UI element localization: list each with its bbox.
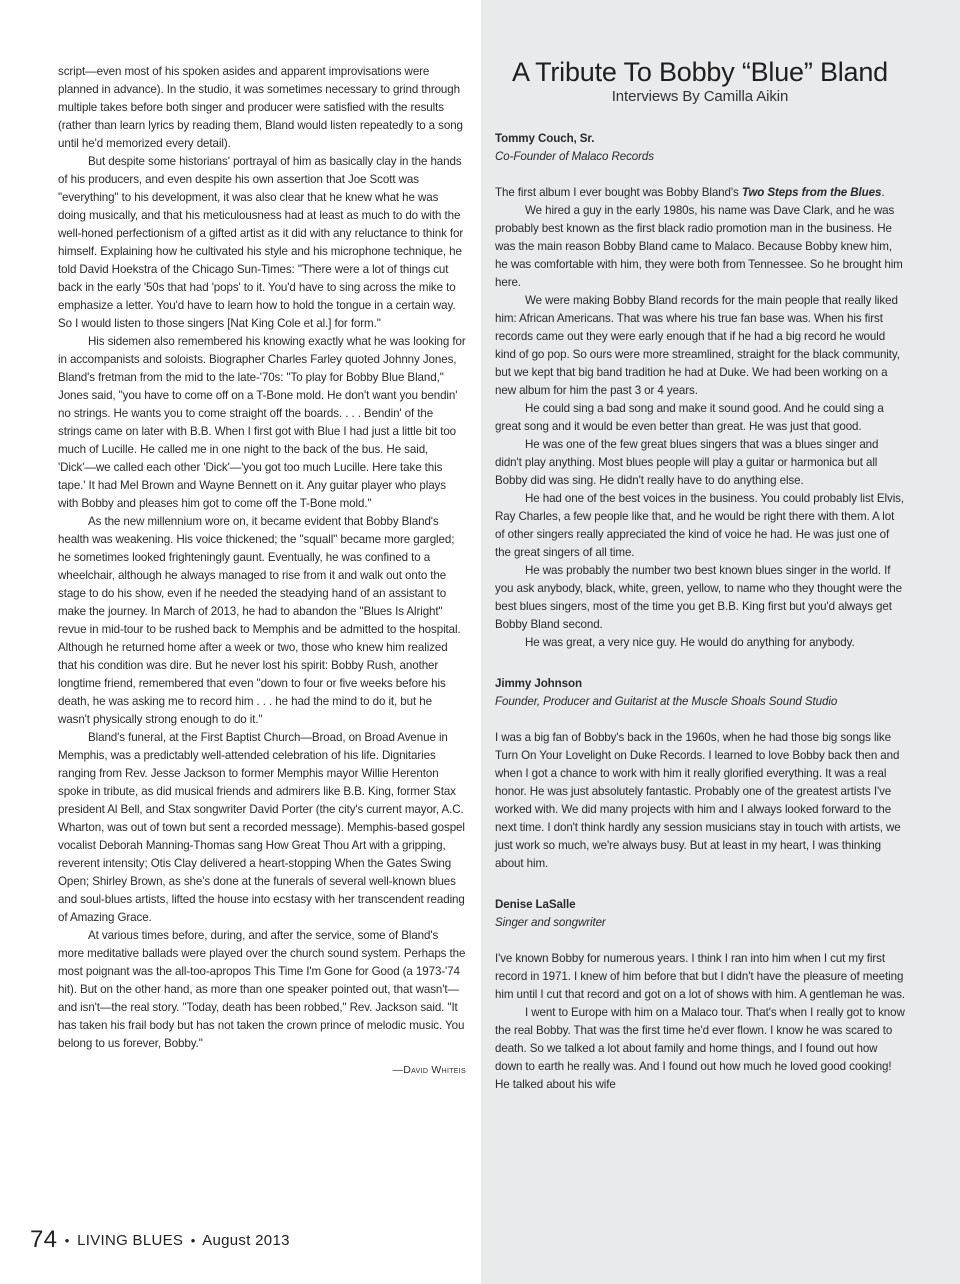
article-paragraph: script—even most of his spoken asides and apparent improvisations were planned in advance). In the studio, it was sometimes necessary to grind through multiple takes before both singer and producer were satisfied with the results (rather than learn lyrics by reading them, Bland would listen repeatedly to a song until he'd memorized every detail). [58,65,463,150]
interviewee-role: Co-Founder of Malaco Records [495,150,654,163]
interview-paragraph: I was a big fan of Bobby's back in the 1960s, when he had those big songs like Turn On Your Lovelight on Duke Records. I learned to love Bobby back then and when I got a chance to work with him it really glorified everything. It was a real honor. He was just absolutely fantastic. Probably one of the greatest artists I've worked with. We did many projects with him and I always looked forward to the next time. I don't think hardly any session musicians stay in touch with artists, we just work so much, we're always busy. But at least in my heart, I was thinking about him. [495,731,901,870]
article-paragraph: But despite some historians' portrayal of him as basically clay in the hands of his producers, and even despite his own assertion that Joe Scott was "everything" to his development, it was also clear that he knew what he was doing musically, and that his meticulousness had at least as much to do with the well-honed perfectionism of a gifted artist as it did with any reluctance to think for himself. Explaining how he cultivated his style and his microphone technique, he told David Hoekstra of the Chicago Sun-Times: "There were a lot of things cut back in the early '50s that had 'pops' to it. You'd have to sing across the mike to emphasize a letter. You'd have to learn how to hold the tongue in a certain way. So I would listen to those singers [Nat King Cole et al.] for form." [58,155,464,330]
interview-paragraph: He was one of the few great blues singers that was a blues singer and didn't play anything. Most blues people will play a guitar or harmonica but all Bobby did was sing. He didn't really have to do anything else. [495,438,879,487]
footer-separator: • [190,1233,196,1248]
interview-paragraph [495,184,905,202]
interview-paragraph: We hired a guy in the early 1980s, his name was Dave Clark, and he was probably best known as the first black radio promotion man in the business. He was the main reason Bobby Bland came to Malaco. Because Bobby knew him, he was comfortable with him, they were both from Tennessee. So he brought him here. [495,204,903,289]
interviewee-name: Denise LaSalle [495,898,576,911]
interview-paragraph: I went to Europe with him on a Malaco tour. That's when I really got to know the real Bobby. That was the first time he'd ever flown. I know he was scared to death. So we talked a lot about family and home things, and I found out how down to earth he really was. And I found out how much he loved good cooking! He talked about his wife [495,1006,905,1091]
interviewee-role: Founder, Producer and Guitarist at the Muscle Shoals Sound Studio [495,695,838,708]
tribute-title: A Tribute To Bobby “Blue” Bland [511,57,889,87]
interview-lead-end: . [881,186,885,199]
interview-paragraph: He was great, a very nice guy. He would do anything for anybody. [525,636,855,649]
interview-paragraph: We were making Bobby Bland records for the main people that really liked him: African Americans. That was where his true fan base was. When his first records came out they were early enough that if he had a big record he would kind of go pop. So ours were more streamlined, straight for the black community, but we kept that big band tradition he had at Duke. We had been working on a new album for him the past 3 or 4 years. [495,294,900,397]
issue-date: August 2013 [202,1232,290,1249]
page-footer [30,1226,290,1255]
interview-lead-text: The first album I ever bought was Bobby Bland's [495,186,742,199]
interview-paragraph: I've known Bobby for numerous years. I think I ran into him when I cut my first record in 1971. I knew of him before that but I didn't have the pleasure of meeting him until I cut that record and got on a lot of shows with him. A gentleman he was. [495,952,905,1001]
tribute-sidebar-column [495,57,905,1094]
tribute-subtitle: Interviews By Camilla Aikin [611,88,789,105]
article-paragraph: Bland's funeral, at the First Baptist Church—Broad, on Broad Avenue in Memphis, was a predictably well-attended celebration of his life. Dignitaries ranging from Rev. Jesse Jackson to former Memphis mayor Willie Herenton spoke in tribute, as did musical friends and admirers like B.B. King, former Stax president Al Bell, and Stax songwriter David Porter (the city's current mayor, A.C. Wharton, was out of town but sent a recorded message). Memphis-based gospel vocalist Deborah Manning-Thomas sang How Great Thou Art with a gripping, reverent intensity; Otis Clay delivered a heart-stopping When the Gates Swing Open; Shirley Brown, as she's done at the funerals of several well-known blues and soul-blues artists, lifted the house into ecstasy with her transcendent reading of Amazing Grace. [58,731,465,924]
interview-paragraph: He had one of the best voices in the business. You could probably list Elvis, Ray Charles, a few people like that, and he would be right there with them. A lot of other singers really appreciated the kind of voice he had. He was just one of the great singers of all time. [495,492,904,559]
page-number: 74 [30,1226,58,1253]
author-byline-text: —David Whiteis [392,1064,466,1076]
article-paragraph: At various times before, during, and after the service, some of Bland's more meditative ballads were played over the church sound system. Perhaps the most poignant was the all-too-apropos This Time I'm Gone for Good (a 1973-'74 hit). But on the other hand, as more than one speaker pointed out, that wasn't—and isn't—the real story. "Today, death has been robbed," Rev. Jackson said. "It has taken his frail body but has not taken the crown prince of melodic music. You belong to us forever, Bobby." [58,929,466,1050]
article-paragraph: As the new millennium wore on, it became evident that Bobby Bland's health was weakening. His voice thickened; the "squall" became more gargled; he sometimes looked frighteningly gaunt. Eventually, he was confined to a wheelchair, although he always managed to rise from it and walk out onto the stage to do his show, even if he needed the steadying hand of an assistant to make the journey. In March of 2013, he had to abandon the "Blues Is Alright" revue in mid-tour to be rushed back to Memphis and be admitted to the hospital. Although he returned home after a week or two, those who knew him realized that his condition was dire. But he never lost his spirit: Bobby Rush, another longtime friend, remembered that even "down to four or five weeks before his death, he was asking me to record him . . . he had the mind to do it, but he wasn't physically strong enough to do it." [58,515,461,726]
interviewee-name: Tommy Couch, Sr. [495,132,595,145]
article-paragraph: His sidemen also remembered his knowing exactly what he was looking for in accompanists and soloists. Biographer Charles Farley quoted Johnny Jones, Bland's fretman from the mid to the late-'70s: "To play for Bobby Blue Bland," Jones said, "you have to come off on a T-Bone mold. He don't want you bendin' no strings. He wants you to come straight off the boards. . . . Bendin' of the strings came on later with B.B. When I first got with Blue I had just a little bit too much of Lucille. He called me in one night to the back of the bus. He said, 'Dick'—we called each other 'Dick'—'you got too much Lucille. Here take this tape.' It had Mel Brown and Wayne Bennett on it. Any guitar player who plays with Bobby and pleases him got to come off the T-Bone mold." [58,335,466,510]
interviewee-role: Singer and songwriter [495,916,606,929]
footer-separator: • [64,1233,70,1248]
publication-name: LIVING BLUES [77,1232,184,1249]
interview-paragraph: He was probably the number two best known blues singer in the world. If you ask anybody, black, white, green, yellow, to name who they thought were the best blues singers, most of the time you get B.B. King first but you'd always get Bobby Bland second. [495,564,902,631]
interview-paragraph: He could sing a bad song and make it sound good. And he could sing a great song and it would be even better than great. He was just that good. [495,402,884,433]
author-byline [58,1061,466,1079]
interviewee-name: Jimmy Johnson [495,677,582,690]
album-title: Two Steps from the Blues [741,186,882,199]
article-left-column [58,63,466,1079]
